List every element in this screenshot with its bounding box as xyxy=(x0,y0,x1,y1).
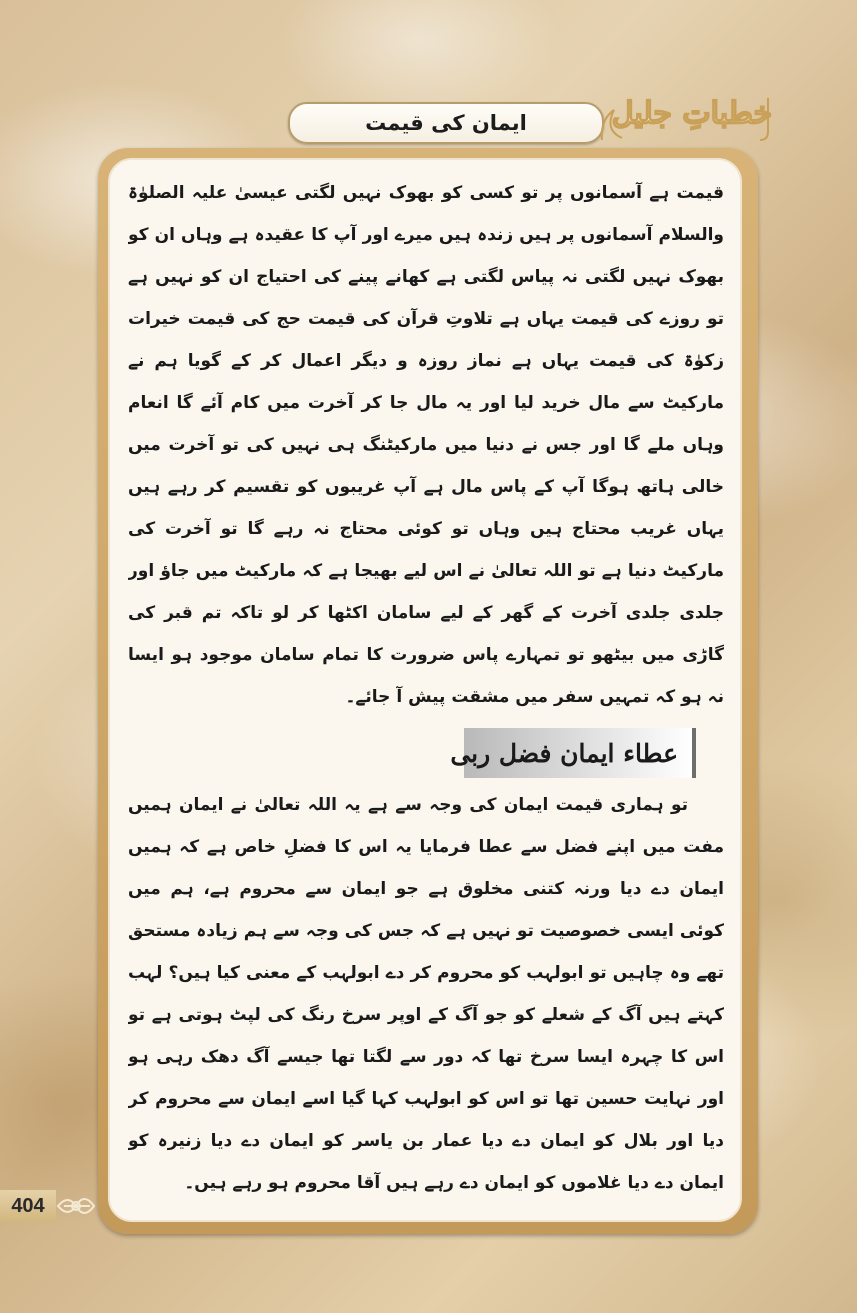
chapter-title-bar xyxy=(288,102,604,144)
section-heading-row xyxy=(128,722,724,782)
section-heading-box xyxy=(450,728,696,778)
page-header xyxy=(0,90,857,150)
page-content xyxy=(128,172,724,1222)
chapter-title: ایمان کی قیمت xyxy=(365,111,527,135)
section-heading: عطاء ایمان فضل ربی xyxy=(450,738,678,768)
book-title-logo xyxy=(592,90,780,148)
body-paragraph-1: قیمت ہے آسمانوں پر تو کسی کو بھوک نہیں لگتی عیسیٰ علیہ الصلوٰۃ والسلام آسمانوں پر ہیں زندہ ہیں میرے اور آپ کا عقیدہ ہے وہاں ان کو بھوک نہیں لگتی نہ پیاس لگتی ہے کھانے پینے کی احتیاج ان کو نہیں ہے تو روزے کی قیمت یہاں ہے تلاوتِ قرآن کی قیمت حج کی قیمت خیرات زکوٰۃ کی قیمت یہاں ہے نماز روزہ و دیگر اعمال کر کے گویا ہم نے مارکیٹ سے مال خرید لیا اور یہ مال جا کر آخرت میں کام آئے گا انعام وہاں ملے گا اور جس نے دنیا میں مارکیٹنگ ہی نہیں کی تو آخرت میں خالی ہاتھ ہوگا آپ کے پاس مال ہے آپ غریبوں کو تقسیم کر رہے ہیں یہاں غریب محتاج ہیں وہاں تو کوئی محتاج نہ رہے گا تو آخرت کی مارکیٹ دنیا ہے تو اللہ تعالیٰ نے اس لیے بھیجا ہے کہ مارکیٹ میں جاؤ اور جلدی جلدی آخرت کے گھر کے لیے سامان اکٹھا کر لو تاکہ تم قبر کی گاڑی میں بیٹھو تو تمہارے پاس ضرورت کا تمام سامان موجود ہو ایسا نہ ہو کہ تمہیں سفر میں مشقت پیش آ جائے۔ xyxy=(128,183,724,707)
page-number-block xyxy=(0,1186,110,1226)
body-paragraph-2: تو ہماری قیمت ایمان کی وجہ سے ہے یہ اللہ تعالیٰ نے ایمان ہمیں مفت میں اپنے فضل سے عطا فرمایا یہ اس کا فضلِ خاص ہے کہ ہمیں ایمان دے دیا ورنہ کتنی مخلوق ہے جو ایمان سے محروم ہے، ہم میں کوئی ایسی خصوصیت تو نہیں ہے کہ جس کی وجہ سے ہم زیادہ مستحق تھے وہ چاہیں تو ابولہب کو محروم کر دے ابولہب کے معنی کیا ہیں؟ لہب کہتے ہیں آگ کے شعلے کو جو آگ کے اوپر سرخ رنگ کی لپٹ ہوتی ہے تو اس کا چہرہ ایسا سرخ تھا کہ دور سے لگتا تھا جیسے آگ دھک رہی ہو اور نہایت حسین تھا تو اس کو ابولہب کہا گیا اسے ایمان سے محروم کر دیا اور بلال کو ایمان دے دیا عمار بن یاسر کو ایمان دے دیا زنیرہ کو ایمان دے دیا غلاموں کو ایمان دے رہے ہیں آقا محروم ہو رہے ہیں۔ xyxy=(128,795,724,1193)
page-number: 404 xyxy=(11,1194,45,1217)
floral-ornament-icon xyxy=(54,1186,98,1226)
book-title: خطباتِ جلیل xyxy=(611,96,772,131)
page-number-box xyxy=(0,1190,56,1222)
